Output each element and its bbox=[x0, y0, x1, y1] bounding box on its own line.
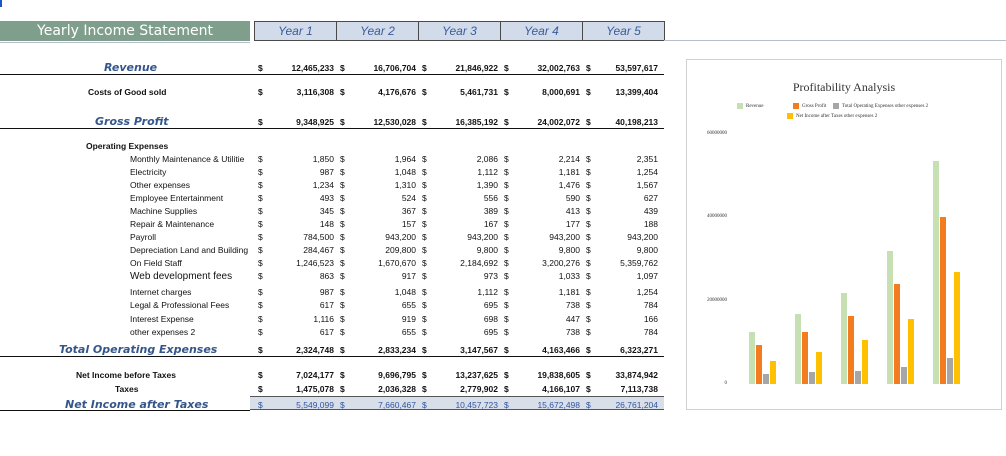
row-label[interactable]: Machine Supplies bbox=[130, 206, 198, 216]
value-cell[interactable]: 1,181 bbox=[558, 167, 580, 177]
currency-symbol: $ bbox=[258, 63, 263, 73]
currency-symbol: $ bbox=[586, 400, 591, 410]
currency-symbol: $ bbox=[258, 400, 263, 410]
value-cell[interactable]: 439 bbox=[643, 206, 658, 216]
currency-symbol: $ bbox=[340, 287, 345, 297]
currency-symbol: $ bbox=[504, 370, 509, 380]
year-header-4[interactable]: Year 4 bbox=[500, 21, 583, 41]
value-cell[interactable]: 919 bbox=[401, 314, 416, 324]
value-cell[interactable]: 5,461,731 bbox=[460, 87, 498, 97]
bar-gross-3[interactable] bbox=[848, 316, 854, 384]
currency-symbol: $ bbox=[258, 206, 263, 216]
currency-symbol: $ bbox=[340, 327, 345, 337]
value-cell[interactable]: 13,399,404 bbox=[615, 87, 658, 97]
cell-cursor-marker bbox=[0, 0, 2, 7]
value-cell[interactable]: 447 bbox=[565, 314, 580, 324]
value-cell[interactable]: 367 bbox=[401, 206, 416, 216]
value-cell[interactable]: 695 bbox=[483, 327, 498, 337]
chart-title: Profitability Analysis bbox=[792, 80, 896, 94]
currency-symbol: $ bbox=[504, 193, 509, 203]
value-cell[interactable]: 1,475,078 bbox=[296, 384, 334, 394]
row-label[interactable]: Other expenses bbox=[130, 180, 191, 190]
value-cell[interactable]: 917 bbox=[401, 271, 416, 281]
value-cell[interactable]: 6,323,271 bbox=[620, 345, 658, 355]
currency-symbol: $ bbox=[340, 87, 345, 97]
row-label[interactable]: Electricity bbox=[130, 167, 167, 177]
legend-label: Gross Profit bbox=[802, 103, 827, 109]
currency-symbol: $ bbox=[340, 384, 345, 394]
currency-symbol: $ bbox=[258, 193, 263, 203]
row-label[interactable]: Interest Expense bbox=[130, 314, 194, 324]
value-cell[interactable]: 9,800 bbox=[558, 245, 580, 255]
currency-symbol: $ bbox=[504, 232, 509, 242]
currency-symbol: $ bbox=[340, 370, 345, 380]
value-cell[interactable]: 13,237,625 bbox=[455, 370, 498, 380]
row-label[interactable]: Employee Entertainment bbox=[130, 193, 224, 203]
bar-net-5[interactable] bbox=[954, 272, 960, 384]
value-cell[interactable]: 987 bbox=[319, 287, 334, 297]
row-divider bbox=[250, 74, 664, 75]
value-cell[interactable]: 4,176,676 bbox=[378, 87, 416, 97]
value-cell[interactable]: 1,033 bbox=[558, 271, 580, 281]
value-cell[interactable]: 1,964 bbox=[394, 154, 416, 164]
currency-symbol: $ bbox=[340, 117, 345, 127]
currency-symbol: $ bbox=[586, 345, 591, 355]
value-cell[interactable]: 1,048 bbox=[394, 287, 416, 297]
value-cell[interactable]: 617 bbox=[319, 327, 334, 337]
value-cell[interactable]: 2,779,902 bbox=[460, 384, 498, 394]
currency-symbol: $ bbox=[504, 180, 509, 190]
row-divider bbox=[0, 74, 250, 75]
bar-revenue-2[interactable] bbox=[795, 314, 801, 384]
value-cell[interactable]: 524 bbox=[401, 193, 416, 203]
currency-symbol: $ bbox=[504, 63, 509, 73]
value-cell[interactable]: 7,113,738 bbox=[620, 384, 658, 394]
currency-symbol: $ bbox=[504, 400, 509, 410]
currency-symbol: $ bbox=[258, 245, 263, 255]
currency-symbol: $ bbox=[340, 206, 345, 216]
currency-symbol: $ bbox=[586, 167, 591, 177]
currency-symbol: $ bbox=[504, 245, 509, 255]
value-cell[interactable]: 5,549,099 bbox=[296, 400, 334, 410]
currency-symbol: $ bbox=[258, 345, 263, 355]
currency-symbol: $ bbox=[586, 117, 591, 127]
value-cell[interactable]: 1,048 bbox=[394, 167, 416, 177]
row-label[interactable]: Internet charges bbox=[130, 287, 192, 297]
value-cell[interactable]: 7,024,177 bbox=[296, 370, 334, 380]
value-cell[interactable]: 943,200 bbox=[385, 232, 416, 242]
currency-symbol: $ bbox=[422, 271, 427, 281]
value-cell[interactable]: 695 bbox=[483, 300, 498, 310]
currency-symbol: $ bbox=[586, 258, 591, 268]
row-label[interactable]: On Field Staff bbox=[130, 258, 182, 268]
value-cell[interactable]: 655 bbox=[401, 327, 416, 337]
row-label[interactable]: Operating Expenses bbox=[86, 141, 169, 151]
currency-symbol: $ bbox=[258, 300, 263, 310]
value-cell[interactable]: 177 bbox=[565, 219, 580, 229]
currency-symbol: $ bbox=[340, 245, 345, 255]
year-header-3[interactable]: Year 3 bbox=[418, 21, 501, 41]
value-cell[interactable]: 1,234 bbox=[312, 180, 334, 190]
currency-symbol: $ bbox=[340, 258, 345, 268]
currency-symbol: $ bbox=[422, 167, 427, 177]
currency-symbol: $ bbox=[586, 180, 591, 190]
value-cell[interactable]: 4,163,466 bbox=[542, 345, 580, 355]
currency-symbol: $ bbox=[422, 327, 427, 337]
currency-symbol: $ bbox=[422, 314, 427, 324]
value-cell[interactable]: 1,181 bbox=[558, 287, 580, 297]
legend-label: Net Income after Taxes other expenses 2 bbox=[796, 113, 878, 119]
value-cell[interactable]: 1,116 bbox=[313, 314, 334, 324]
value-cell[interactable]: 863 bbox=[319, 271, 334, 281]
currency-symbol: $ bbox=[340, 271, 345, 281]
value-cell[interactable]: 413 bbox=[565, 206, 580, 216]
currency-symbol: $ bbox=[504, 287, 509, 297]
value-cell[interactable]: 345 bbox=[319, 206, 334, 216]
currency-symbol: $ bbox=[340, 232, 345, 242]
value-cell[interactable]: 655 bbox=[401, 300, 416, 310]
value-cell[interactable]: 1,097 bbox=[636, 271, 658, 281]
currency-symbol: $ bbox=[422, 400, 427, 410]
value-cell[interactable]: 617 bbox=[319, 300, 334, 310]
bar-gross-1[interactable] bbox=[756, 345, 762, 384]
bar-revenue-1[interactable] bbox=[749, 332, 755, 384]
currency-symbol: $ bbox=[422, 300, 427, 310]
currency-symbol: $ bbox=[340, 63, 345, 73]
value-cell[interactable]: 16,385,192 bbox=[455, 117, 498, 127]
bar-total-4[interactable] bbox=[901, 367, 907, 384]
value-cell[interactable]: 2,214 bbox=[558, 154, 580, 164]
bar-total-3[interactable] bbox=[855, 371, 861, 384]
currency-symbol: $ bbox=[258, 258, 263, 268]
value-cell[interactable]: 1,476 bbox=[558, 180, 580, 190]
legend-swatch bbox=[787, 113, 793, 119]
currency-symbol: $ bbox=[504, 154, 509, 164]
row-label[interactable]: Net Income after Taxes bbox=[65, 398, 209, 411]
value-cell[interactable]: 167 bbox=[483, 219, 498, 229]
value-cell[interactable]: 21,846,922 bbox=[455, 63, 498, 73]
currency-symbol: $ bbox=[504, 117, 509, 127]
value-cell[interactable]: 2,036,328 bbox=[378, 384, 416, 394]
bar-total-5[interactable] bbox=[947, 358, 953, 384]
currency-symbol: $ bbox=[340, 167, 345, 177]
currency-symbol: $ bbox=[258, 87, 263, 97]
currency-symbol: $ bbox=[504, 384, 509, 394]
value-cell[interactable]: 943,200 bbox=[627, 232, 658, 242]
currency-symbol: $ bbox=[422, 87, 427, 97]
currency-symbol: $ bbox=[258, 219, 263, 229]
row-label[interactable]: Repair & Maintenance bbox=[130, 219, 215, 229]
value-cell[interactable]: 19,838,605 bbox=[537, 370, 580, 380]
value-cell[interactable]: 987 bbox=[319, 167, 334, 177]
value-cell[interactable]: 9,800 bbox=[476, 245, 498, 255]
profitability-chart[interactable] bbox=[686, 59, 1002, 410]
value-cell[interactable]: 556 bbox=[483, 193, 498, 203]
value-cell[interactable]: 40,198,213 bbox=[615, 117, 658, 127]
value-cell[interactable]: 2,351 bbox=[636, 154, 658, 164]
currency-symbol: $ bbox=[504, 219, 509, 229]
value-cell[interactable]: 12,530,028 bbox=[373, 117, 416, 127]
bar-revenue-5[interactable] bbox=[933, 161, 939, 384]
currency-symbol: $ bbox=[504, 271, 509, 281]
value-cell[interactable]: 590 bbox=[565, 193, 580, 203]
value-cell[interactable]: 2,086 bbox=[476, 154, 498, 164]
value-cell[interactable]: 784 bbox=[643, 300, 658, 310]
value-cell[interactable]: 26,761,204 bbox=[615, 400, 658, 410]
row-label[interactable]: Gross Profit bbox=[95, 115, 169, 128]
currency-symbol: $ bbox=[504, 87, 509, 97]
currency-symbol: $ bbox=[340, 154, 345, 164]
value-cell[interactable]: 1,112 bbox=[477, 287, 498, 297]
value-cell[interactable]: 166 bbox=[643, 314, 658, 324]
currency-symbol: $ bbox=[422, 287, 427, 297]
value-cell[interactable]: 3,147,567 bbox=[460, 345, 498, 355]
currency-symbol: $ bbox=[422, 206, 427, 216]
currency-symbol: $ bbox=[340, 180, 345, 190]
y-tick-label: 0 bbox=[724, 381, 727, 386]
value-cell[interactable]: 188 bbox=[643, 219, 658, 229]
currency-symbol: $ bbox=[340, 400, 345, 410]
currency-symbol: $ bbox=[586, 327, 591, 337]
value-cell[interactable]: 1,850 bbox=[312, 154, 334, 164]
currency-symbol: $ bbox=[586, 300, 591, 310]
value-cell[interactable]: 1,390 bbox=[476, 180, 498, 190]
currency-symbol: $ bbox=[258, 327, 263, 337]
value-cell[interactable]: 1,254 bbox=[636, 287, 658, 297]
currency-symbol: $ bbox=[258, 180, 263, 190]
currency-symbol: $ bbox=[422, 180, 427, 190]
row-label[interactable]: Legal & Professional Fees bbox=[130, 300, 230, 310]
currency-symbol: $ bbox=[586, 370, 591, 380]
value-cell[interactable]: 1,246,523 bbox=[296, 258, 334, 268]
row-label[interactable]: Monthly Maintenance & Utilitie bbox=[130, 154, 245, 164]
value-cell[interactable]: 8,000,691 bbox=[542, 87, 580, 97]
year-header-2[interactable]: Year 2 bbox=[336, 21, 419, 41]
currency-symbol: $ bbox=[258, 287, 263, 297]
currency-symbol: $ bbox=[586, 384, 591, 394]
value-cell[interactable]: 1,567 bbox=[636, 180, 658, 190]
currency-symbol: $ bbox=[340, 345, 345, 355]
currency-symbol: $ bbox=[586, 271, 591, 281]
value-cell[interactable]: 53,597,617 bbox=[615, 63, 658, 73]
currency-symbol: $ bbox=[586, 219, 591, 229]
legend-label: Revenue bbox=[746, 103, 764, 109]
legend-swatch bbox=[833, 103, 839, 109]
legend-item[interactable] bbox=[793, 103, 826, 109]
value-cell[interactable]: 738 bbox=[565, 327, 580, 337]
currency-symbol: $ bbox=[422, 370, 427, 380]
currency-symbol: $ bbox=[340, 314, 345, 324]
value-cell[interactable]: 493 bbox=[319, 193, 334, 203]
currency-symbol: $ bbox=[586, 232, 591, 242]
value-cell[interactable]: 389 bbox=[483, 206, 498, 216]
currency-symbol: $ bbox=[258, 271, 263, 281]
value-cell[interactable]: 3,116,308 bbox=[296, 87, 334, 97]
value-cell[interactable]: 284,467 bbox=[303, 245, 334, 255]
value-cell[interactable]: 1,310 bbox=[394, 180, 416, 190]
currency-symbol: $ bbox=[258, 384, 263, 394]
value-cell[interactable]: 1,112 bbox=[477, 167, 498, 177]
value-cell[interactable]: 738 bbox=[565, 300, 580, 310]
currency-symbol: $ bbox=[422, 219, 427, 229]
y-tick-label: 40000000 bbox=[707, 214, 727, 220]
currency-symbol: $ bbox=[586, 87, 591, 97]
year-header-5[interactable]: Year 5 bbox=[582, 21, 665, 41]
bar-net-1[interactable] bbox=[770, 361, 776, 384]
legend-item[interactable] bbox=[737, 103, 764, 109]
row-label[interactable]: Taxes bbox=[115, 384, 139, 394]
currency-symbol: $ bbox=[586, 154, 591, 164]
row-label[interactable]: Costs of Good sold bbox=[88, 87, 167, 97]
value-cell[interactable]: 148 bbox=[319, 219, 334, 229]
currency-symbol: $ bbox=[586, 245, 591, 255]
row-label[interactable]: Payroll bbox=[130, 232, 156, 242]
value-cell[interactable]: 2,184,692 bbox=[460, 258, 498, 268]
bar-gross-4[interactable] bbox=[894, 284, 900, 384]
currency-symbol: $ bbox=[422, 193, 427, 203]
currency-symbol: $ bbox=[586, 193, 591, 203]
value-cell[interactable]: 209,800 bbox=[385, 245, 416, 255]
bar-revenue-4[interactable] bbox=[887, 251, 893, 384]
value-cell[interactable]: 32,002,763 bbox=[537, 63, 580, 73]
value-cell[interactable]: 16,706,704 bbox=[373, 63, 416, 73]
value-cell[interactable]: 157 bbox=[401, 219, 416, 229]
legend-item[interactable] bbox=[787, 113, 877, 119]
currency-symbol: $ bbox=[258, 154, 263, 164]
value-cell[interactable]: 24,002,072 bbox=[537, 117, 580, 127]
currency-symbol: $ bbox=[422, 245, 427, 255]
currency-symbol: $ bbox=[586, 314, 591, 324]
currency-symbol: $ bbox=[422, 232, 427, 242]
value-cell[interactable]: 698 bbox=[483, 314, 498, 324]
row-divider bbox=[0, 410, 250, 411]
value-cell[interactable]: 784 bbox=[643, 327, 658, 337]
currency-symbol: $ bbox=[340, 219, 345, 229]
y-tick-label: 20000000 bbox=[707, 297, 727, 303]
bar-total-2[interactable] bbox=[809, 372, 815, 384]
title-underline bbox=[0, 42, 250, 43]
value-cell[interactable]: 9,696,795 bbox=[378, 370, 416, 380]
legend-swatch bbox=[737, 103, 743, 109]
value-cell[interactable]: 9,348,925 bbox=[296, 117, 334, 127]
currency-symbol: $ bbox=[504, 327, 509, 337]
legend-label: Total Operating Expenses other expenses 2 bbox=[842, 103, 929, 109]
value-cell[interactable]: 2,833,234 bbox=[378, 345, 416, 355]
bar-net-2[interactable] bbox=[816, 352, 822, 384]
row-label[interactable]: Net Income before Taxes bbox=[76, 370, 176, 380]
currency-symbol: $ bbox=[422, 63, 427, 73]
header-divider bbox=[664, 40, 1006, 41]
value-cell[interactable]: 9,800 bbox=[636, 245, 658, 255]
sheet-title[interactable]: Yearly Income Statement bbox=[0, 21, 250, 41]
currency-symbol: $ bbox=[504, 314, 509, 324]
currency-symbol: $ bbox=[258, 370, 263, 380]
value-cell[interactable]: 10,457,723 bbox=[455, 400, 498, 410]
row-divider bbox=[0, 128, 250, 129]
value-cell[interactable]: 1,670,670 bbox=[378, 258, 416, 268]
row-divider bbox=[250, 356, 664, 357]
currency-symbol: $ bbox=[340, 193, 345, 203]
currency-symbol: $ bbox=[340, 300, 345, 310]
row-label[interactable]: Revenue bbox=[104, 61, 158, 74]
currency-symbol: $ bbox=[258, 117, 263, 127]
row-label[interactable]: Depreciation Land and Building bbox=[130, 245, 249, 255]
currency-symbol: $ bbox=[422, 258, 427, 268]
value-cell[interactable]: 3,200,276 bbox=[542, 258, 580, 268]
y-tick-label: 60000000 bbox=[707, 131, 727, 136]
value-cell[interactable]: 973 bbox=[483, 271, 498, 281]
row-divider bbox=[250, 128, 664, 129]
currency-symbol: $ bbox=[422, 345, 427, 355]
value-cell[interactable]: 2,324,748 bbox=[296, 345, 334, 355]
currency-symbol: $ bbox=[586, 287, 591, 297]
bar-revenue-3[interactable] bbox=[841, 293, 847, 384]
currency-symbol: $ bbox=[586, 63, 591, 73]
currency-symbol: $ bbox=[258, 167, 263, 177]
value-cell[interactable]: 5,359,762 bbox=[620, 258, 658, 268]
bar-gross-2[interactable] bbox=[802, 332, 808, 384]
value-cell[interactable]: 943,200 bbox=[549, 232, 580, 242]
legend-item[interactable] bbox=[833, 103, 928, 109]
currency-symbol: $ bbox=[504, 345, 509, 355]
currency-symbol: $ bbox=[422, 117, 427, 127]
value-cell[interactable]: 784,500 bbox=[303, 232, 334, 242]
bar-total-1[interactable] bbox=[763, 374, 769, 384]
value-cell[interactable]: 627 bbox=[643, 193, 658, 203]
value-cell[interactable]: 12,465,233 bbox=[291, 63, 334, 73]
row-divider bbox=[0, 356, 250, 357]
currency-symbol: $ bbox=[422, 154, 427, 164]
currency-symbol: $ bbox=[586, 206, 591, 216]
legend-swatch bbox=[793, 103, 799, 109]
currency-symbol: $ bbox=[258, 232, 263, 242]
currency-symbol: $ bbox=[504, 258, 509, 268]
currency-symbol: $ bbox=[258, 314, 263, 324]
row-label[interactable]: Web development fees bbox=[130, 271, 233, 282]
bar-net-4[interactable] bbox=[908, 319, 914, 384]
currency-symbol: $ bbox=[504, 206, 509, 216]
value-cell[interactable]: 4,166,107 bbox=[542, 384, 580, 394]
currency-symbol: $ bbox=[504, 167, 509, 177]
value-cell[interactable]: 15,672,498 bbox=[537, 400, 580, 410]
bar-net-3[interactable] bbox=[862, 340, 868, 384]
bar-gross-5[interactable] bbox=[940, 217, 946, 384]
value-cell[interactable]: 33,874,942 bbox=[615, 370, 658, 380]
year-header-1[interactable]: Year 1 bbox=[254, 21, 337, 41]
value-cell[interactable]: 943,200 bbox=[467, 232, 498, 242]
value-cell[interactable]: 1,254 bbox=[636, 167, 658, 177]
row-label[interactable]: other expenses 2 bbox=[130, 327, 196, 337]
currency-symbol: $ bbox=[504, 300, 509, 310]
row-label[interactable]: Total Operating Expenses bbox=[59, 343, 218, 356]
currency-symbol: $ bbox=[422, 384, 427, 394]
value-cell[interactable]: 7,660,467 bbox=[378, 400, 416, 410]
